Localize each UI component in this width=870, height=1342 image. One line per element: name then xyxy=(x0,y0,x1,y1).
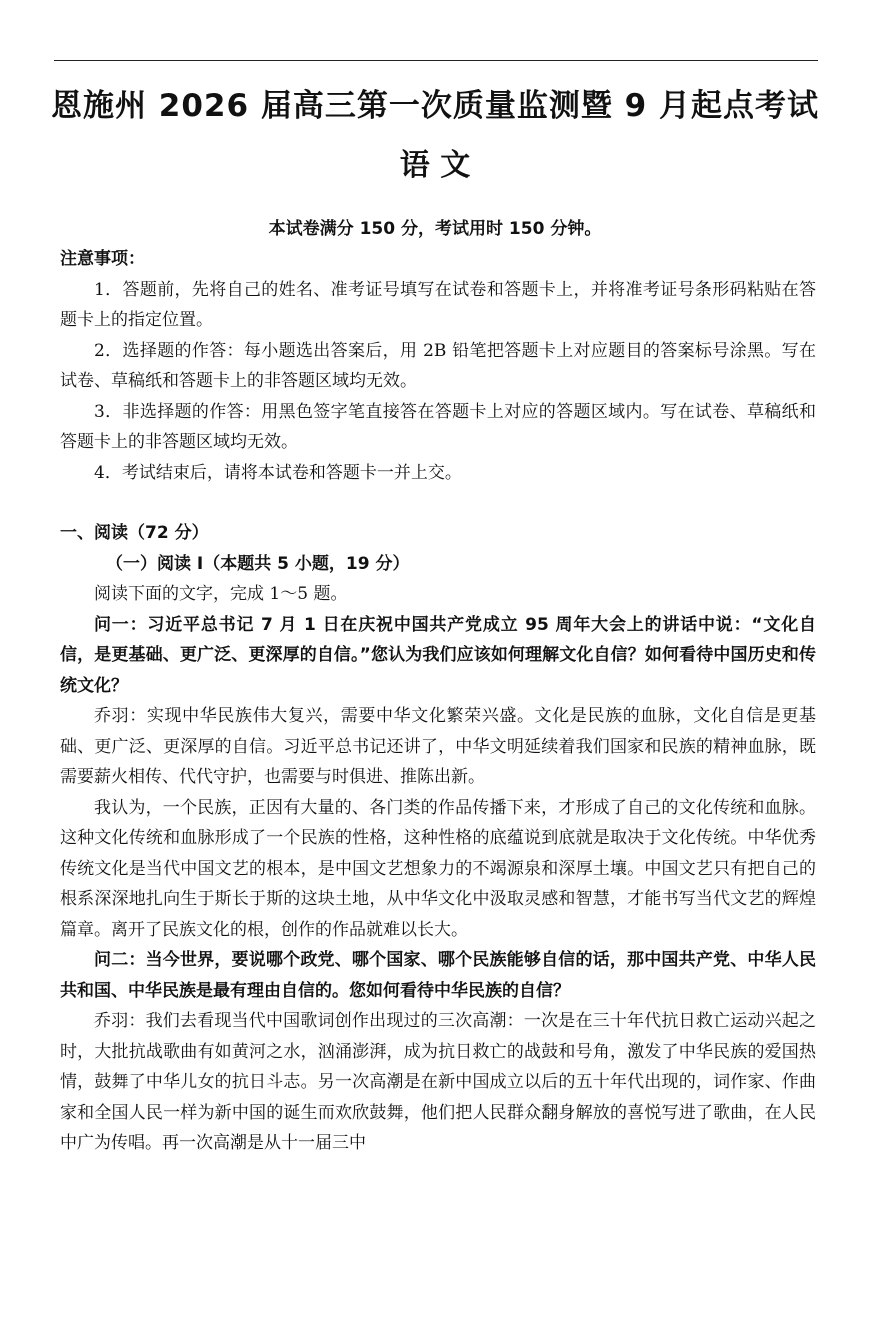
subject-title: 语 文 xyxy=(399,148,471,183)
notice-item-4: 4．考试结束后，请将本试卷和答题卡一并上交。 xyxy=(94,462,462,483)
notice-item-2: 2．选择题的作答：每小题选出答案后，用 2B 铅笔把答题卡上对应题目的答案标号涂黑。写在试卷、草稿纸和答题卡上的非答题区域均无效。 xyxy=(60,340,816,391)
question-2: 问二：当今世界，要说哪个政党、哪个国家、哪个民族能够自信的话，那中国共产党、中华人民共和国、中华民族是最有理由自信的。您如何看待中华民族的自信？ xyxy=(60,950,816,1001)
exam-title: 恩施州 2026 届高三第一次质量监测暨 9 月起点考试 xyxy=(50,88,820,124)
exam-body xyxy=(60,244,816,1159)
question-1: 问一：习近平总书记 7 月 1 日在庆祝中国共产党成立 95 周年大会上的讲话中说：“文化自信，是更基础、更广泛、更深厚的自信。”您认为我们应该如何理解文化自信？如何看待中国历史和传统文化？ xyxy=(60,614,816,696)
reading-instruction: 阅读下面的文字，完成 1～5 题。 xyxy=(94,584,348,604)
answer-paragraph: 乔羽：我们去看现当代中国歌词创作出现过的三次高潮：一次是在三十年代抗日救亡运动兴起之时，大批抗战歌曲有如黄河之水，汹涌澎湃，成为抗日救亡的战鼓和号角，激发了中华民族的爱国热情，鼓舞了中华儿女的抗日斗志。另一次高潮是在新中国成立以后的五十年代出现的，词作家、作曲家和全国人民一样为新中国的诞生而欢欣鼓舞，他们把人民群众翻身解放的喜悦写进了歌曲，在人民中广为传唱。再一次高潮是从十一届三中 xyxy=(60,1011,816,1153)
notice-heading: 注意事项： xyxy=(60,249,145,269)
notice-item-3: 3．非选择题的作答：用黑色签字笔直接答在答题卡上对应的答题区域内。写在试卷、草稿纸和答题卡上的非答题区域均无效。 xyxy=(60,401,816,452)
notice-item-1: 1．答题前，先将自己的姓名、准考证号填写在试卷和答题卡上，并将准考证号条形码粘贴在答题卡上的指定位置。 xyxy=(60,279,816,330)
answer-paragraph: 我认为，一个民族，正因有大量的、各门类的作品传播下来，才形成了自己的文化传统和血脉。这种文化传统和血脉形成了一个民族的性格，这种性格的底蕴说到底就是取决于文化传统。中华优秀传统文化是当代中国文艺的根本，是中国文艺想象力的不竭源泉和深厚土壤。中国文艺只有把自己的根系深深地扎向生于斯长于斯的这块土地，从中华文化中汲取灵感和智慧，才能书写当代文艺的辉煌篇章。离开了民族文化的根，创作的作品就难以长大。 xyxy=(60,797,816,940)
top-rule xyxy=(54,60,818,61)
answer-paragraph: 乔羽：实现中华民族伟大复兴，需要中华文化繁荣兴盛。文化是民族的血脉，文化自信是更基础、更广泛、更深厚的自信。习近平总书记还讲了，中华文明延续着我们国家和民族的精神血脉，既需要薪火相传、代代守护，也需要与时俱进、推陈出新。 xyxy=(60,706,816,787)
section-spacer xyxy=(60,488,816,518)
subsection-heading: （一）阅读 I（本题共 5 小题，19 分） xyxy=(106,553,410,574)
score-time-line: 本试卷满分 150 分，考试用时 150 分钟。 xyxy=(268,219,602,239)
section-heading: 一、阅读（72 分） xyxy=(60,523,209,543)
